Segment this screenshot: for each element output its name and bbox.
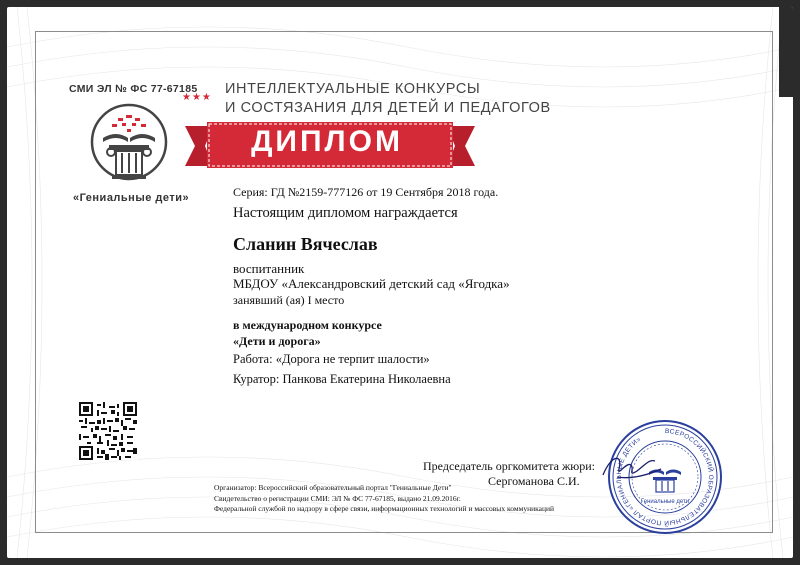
diploma-page [7,7,793,558]
award-line: Настоящим дипломом награждается [233,205,458,221]
stamp-ring-text: ВСЕРОССИЙСКИЙ ОБРАЗОВАТЕЛЬНЫЙ ПОРТАЛ «ГЕНИАЛЬНЫЕ ДЕТИ» [615,427,714,527]
corner-block [779,7,793,97]
footer-line-1: Организатор: Всероссийский образовательный портал "Гениальные Дети" [214,483,452,492]
footer-line-3: Федеральной службой по надзору в сфере связи, информационных технологий и массовых коммуникаций [214,504,555,513]
footer-info [214,483,554,515]
logo-name: «Гениальные дети» [73,192,190,204]
stars-decoration: ★★★ [182,92,212,103]
recipient-role: воспитанник [233,261,305,276]
recipient-organization: МБДОУ «Александровский детский сад «Ягодка» [233,276,510,291]
recipient-name: Сланин Вячеслав [233,234,378,254]
footer-line-2: Свидетельство о регистрации СМИ: ЭЛ № ФС 77-67185, выдано 21.09.2016г. [214,493,461,503]
document-title: ДИПЛОМ [251,125,403,158]
qr-code-icon [79,402,137,460]
series-number: Серия: ГД №2159-777126 от 19 Сентября 2018 года. [233,185,499,199]
signature [597,447,667,487]
stamp-center-text: Гениальные дети [640,499,690,505]
contest-name: «Дети и дорога» [233,334,321,348]
place-awarded: занявший (ая) I место [233,293,345,307]
chair-name: Сергоманова С.И. [488,474,580,488]
curator: Куратор: Панкова Екатерина Николаевна [233,372,451,386]
open-book-column-icon [89,102,169,194]
contest-intro: в международном конкурсе [233,318,382,332]
organization-title [225,80,551,118]
work-title: Работа: «Дорога не терпит шалости» [233,352,430,366]
organization-title-line-2: И СОСТЯЗАНИЯ ДЛЯ ДЕТЕЙ И ПЕДАГОГОВ [225,100,551,116]
chair-title: Председатель оргкомитета жюри: [423,459,595,473]
organization-title-line-1: ИНТЕЛЛЕКТУАЛЬНЫЕ КОНКУРСЫ [225,81,481,97]
smi-registration: СМИ ЭЛ № ФС 77-67185 [69,83,198,95]
